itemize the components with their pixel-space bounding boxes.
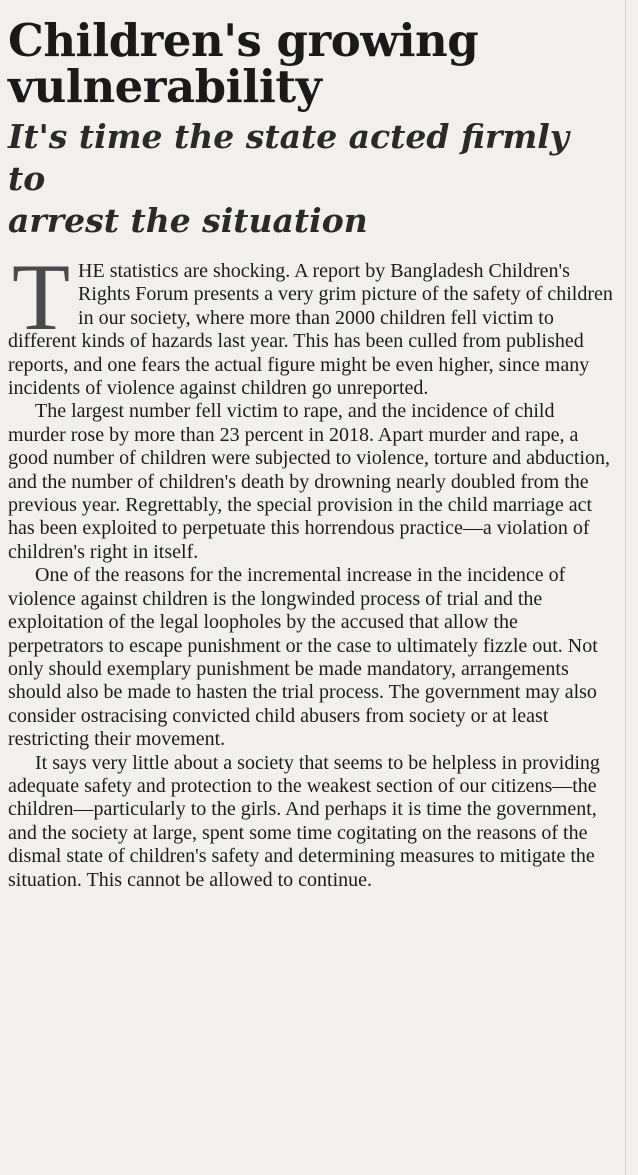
paragraph-1-text: HE statistics are shocking. A report by Bangladesh Children's Rights Forum presents a very grim picture of the safety of children in our society, where more than 2000 children fell victim to different kinds of hazards last year. This has been culled from published reports, and one fears the actual figure might be even higher, since many incidents of violence against children go unreported. [8, 260, 613, 400]
paragraph-3: One of the reasons for the incremental increase in the incidence of violence against children is the longwinded process of trial and the exploitation of the legal loopholes by the accused that allow the perpetrators to escape punishment or the case to ultimately fizzle out. Not only should exemplary punishment be made mandatory, arrangements should also be made to hasten the trial process. The government may also consider ostracising convicted child abusers from society or at least restricting their movement. [8, 564, 598, 751]
article-body [8, 244, 616, 892]
subheadline: It's time the state acted firmly to arrest the situation [8, 117, 569, 240]
column-divider [625, 0, 626, 1175]
paragraph-1 [8, 244, 616, 400]
headline: Children's growing vulnerability [8, 14, 479, 113]
drop-cap: T [12, 244, 71, 350]
paragraph-4: It says very little about a society that seems to be helpless in providing adequate safety and protection to the weakest section of our citizens—the children—particularly to the girls. And perhaps it is time the government, and the society at large, spent some time cogitating on the reasons of the dismal state of children's safety and determining measures to mitigate the situation. This cannot be allowed to continue. [8, 751, 600, 891]
paragraph-2: The largest number fell victim to rape, and the incidence of child murder rose by more than 23 percent in 2018. Apart murder and rape, a good number of children were subjected to violence, torture and abduction, and the number of children's death by drowning nearly doubled from the previous year. Regrettably, the special provision in the child marriage act has been exploited to perpetuate this horrendous practice—a violation of children's right in itself. [8, 400, 611, 563]
